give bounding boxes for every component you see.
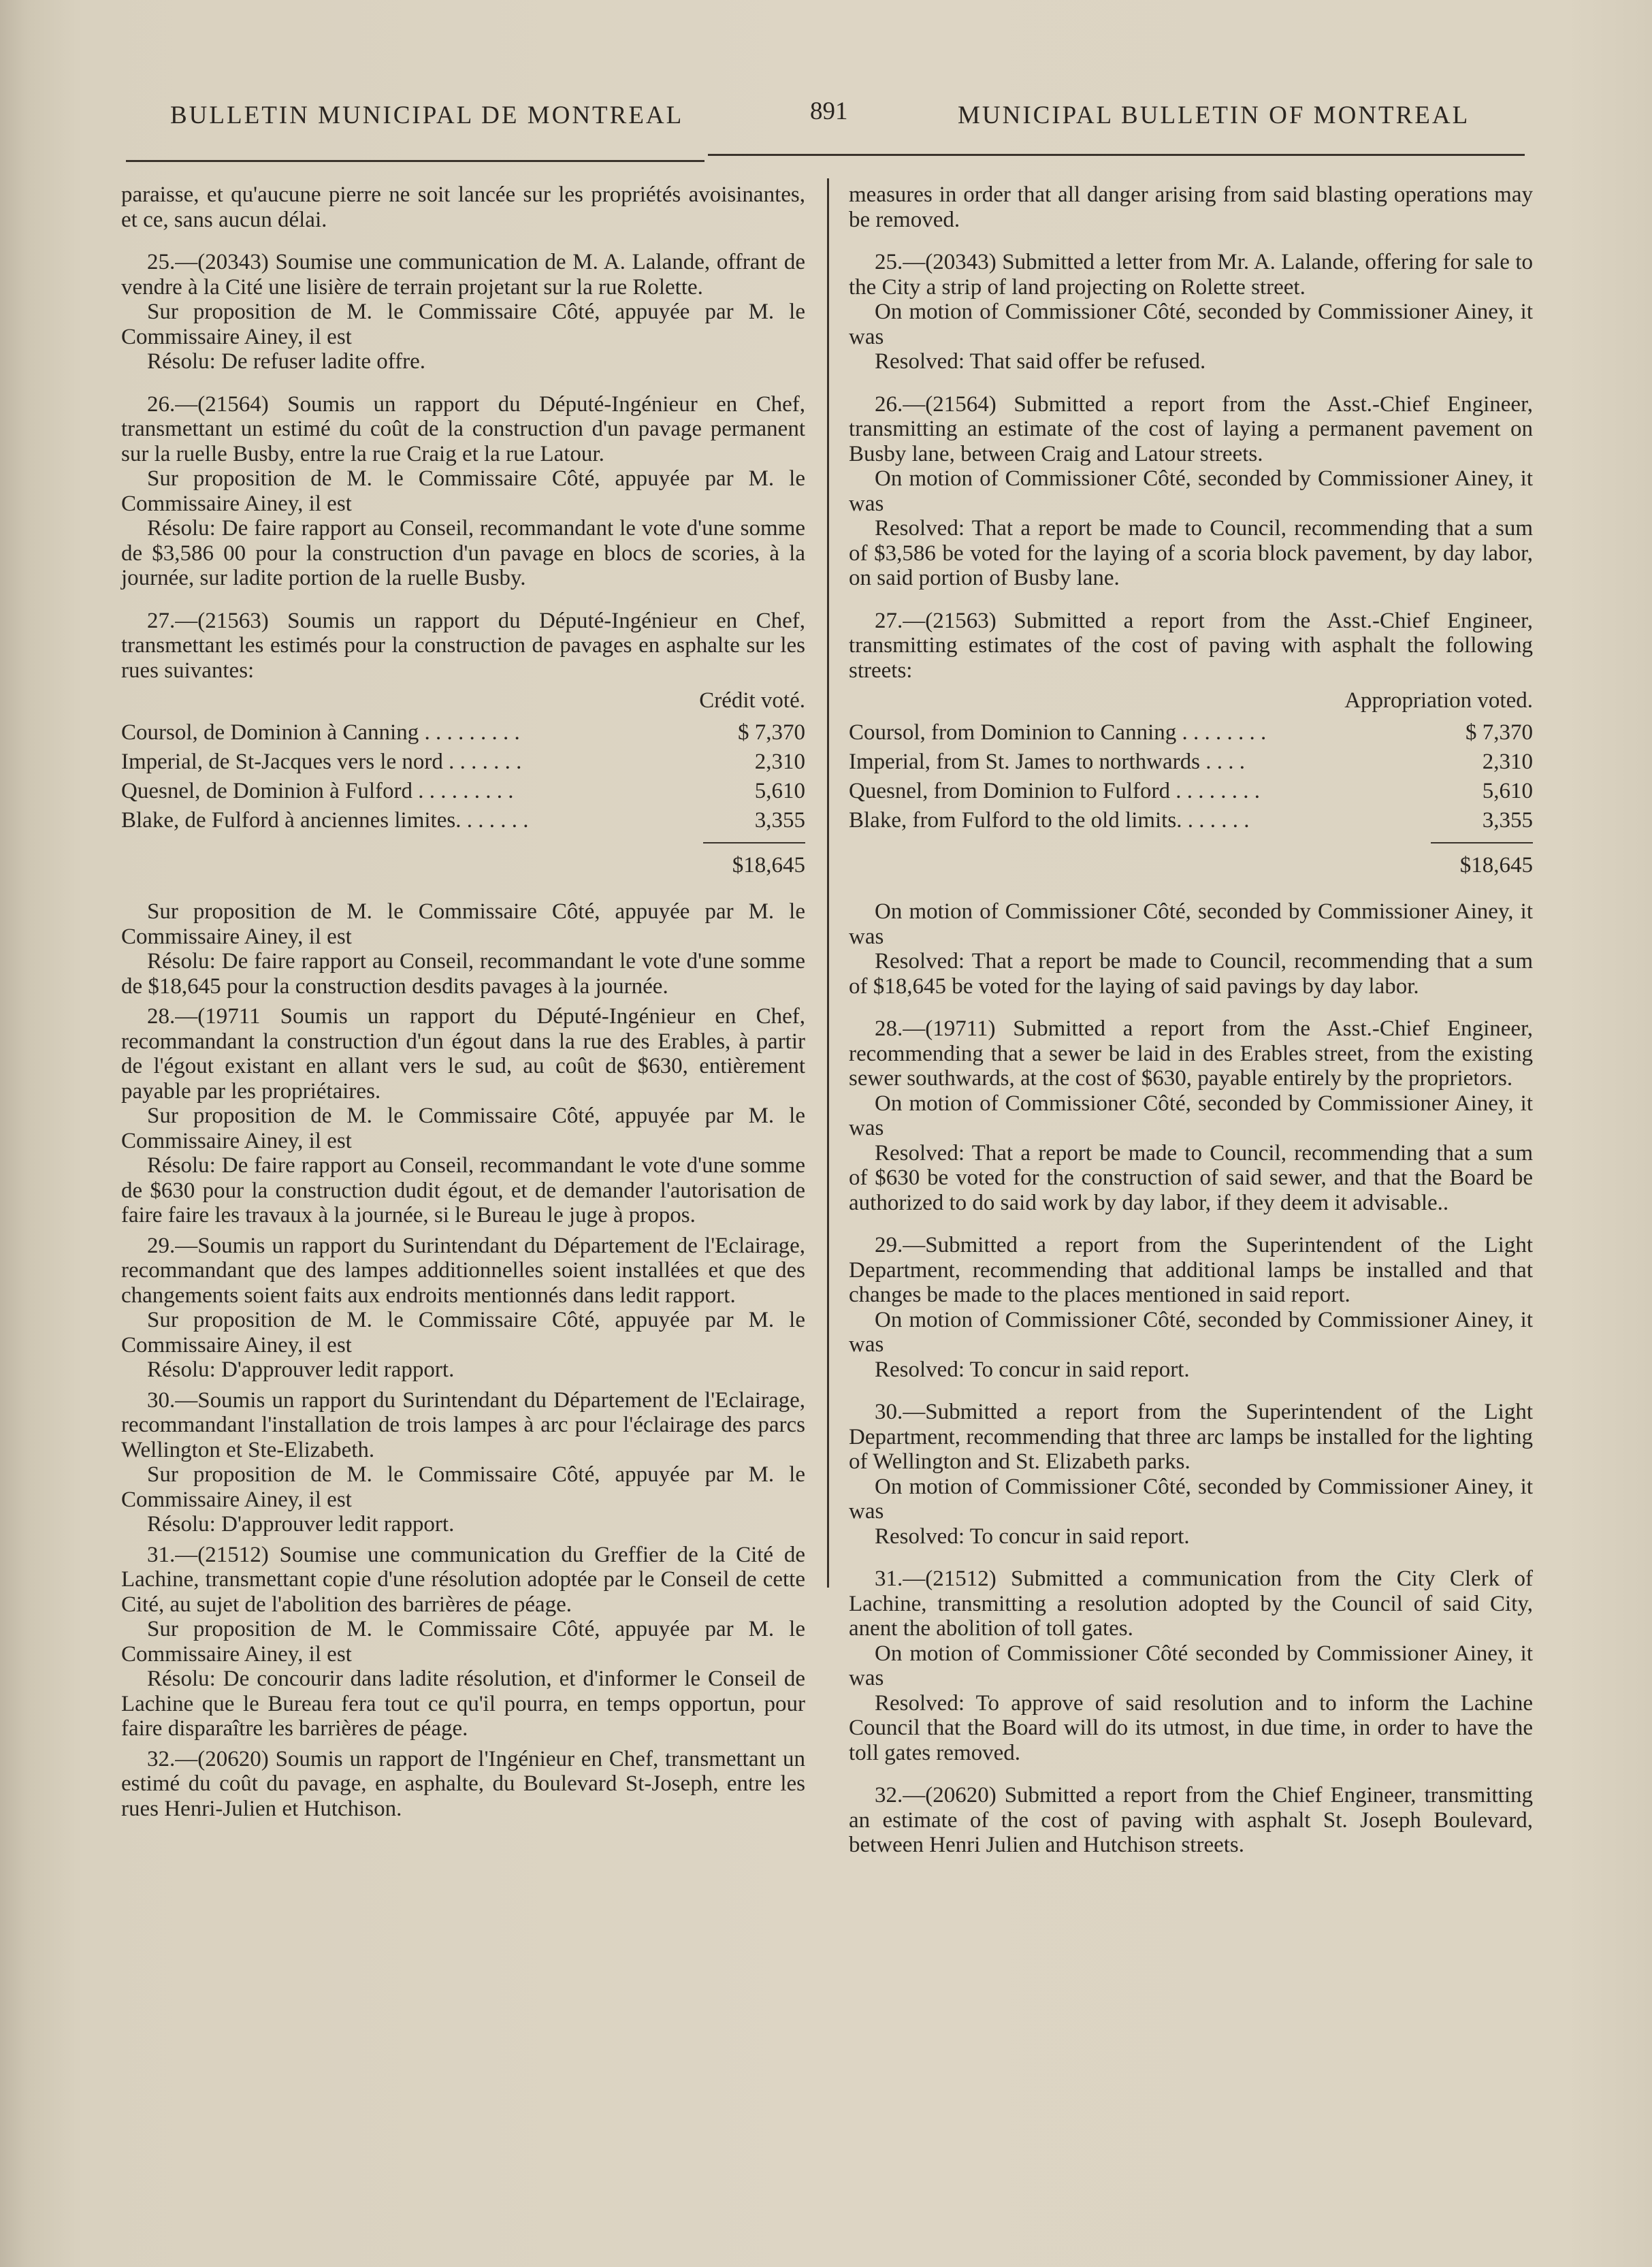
row-amount: 5,610 bbox=[1482, 779, 1533, 803]
item-31-resolution: Resolved: To approve of said resolution and to inform the Lachine Council that the Board will do its utmost, in due time, in order to have the toll gates removed. bbox=[849, 1690, 1533, 1765]
item-31-motion: Sur proposition de M. le Commissaire Côté, appuyée par M. le Commissaire Ainey, il est bbox=[121, 1617, 805, 1667]
row-amount: 2,310 bbox=[754, 750, 805, 774]
item-30-text: 30.—Soumis un rapport du Surintendant du Département de l'Eclairage, recommandant l'installation de trois lampes à arc pour l'éclairage des parcs Wellington et Ste-Elizabeth. bbox=[121, 1387, 805, 1462]
item-28-resolution: Resolved: That a report be made to Council, recommending that a sum of $630 be voted for the construction of said sewer, and that the Board be authorized to do said work by day labor, if they deem it advisable.. bbox=[849, 1140, 1533, 1215]
item-26-text: 26.—(21564) Soumis un rapport du Député-Ingénieur en Chef, transmettant un estimé du coût de la construction d'un pavage permanent sur la ruelle Busby, entre la rue Craig et la rue Latour. bbox=[121, 391, 805, 466]
appropriation-table bbox=[849, 718, 1533, 835]
paragraph: paraisse, et qu'aucune pierre ne soit lancée sur les propriétés avoisinantes, et ce, sans aucun délai. bbox=[121, 182, 805, 232]
row-label: Quesnel, from Dominion to Fulford . . . . . . . . bbox=[849, 779, 1261, 803]
table-row bbox=[849, 747, 1533, 777]
item-31-resolution: Résolu: De concourir dans ladite résolution, et d'informer le Conseil de Lachine que le Bureau fera tout ce qu'il pourra, en temps opportun, pour faire disparaître les barrières de péage. bbox=[121, 1667, 805, 1741]
item-31-text: 31.—(21512) Soumise une communication du Greffier de la Cité de Lachine, transmettant copie d'une résolution adoptée par le Conseil de cette Cité, au sujet de l'abolition des barrières de péage. bbox=[121, 1542, 805, 1617]
table-row bbox=[849, 718, 1533, 747]
table-total: $18,645 bbox=[1459, 853, 1533, 878]
table-row bbox=[121, 777, 805, 806]
item-25-text: 25.—(20343) Submitted a letter from Mr. A. Lalande, offering for sale to the City a strip of land projecting on Rolette street. bbox=[849, 250, 1533, 300]
item-28-text: 28.—(19711 Soumis un rapport du Député-Ingénieur en Chef, recommandant la construction d'un égout dans la rue des Erables, à partir de l'égout existant en allant vers le sud, au coût de $630, entièrement payable par les propriétaires. bbox=[121, 1004, 805, 1104]
appropriation-table bbox=[121, 718, 805, 835]
row-label: Imperial, de St-Jacques vers le nord . . . . . . . bbox=[121, 750, 522, 774]
item-27-motion: Sur proposition de M. le Commissaire Côté, appuyée par M. le Commissaire Ainey, il est bbox=[121, 899, 805, 949]
row-label: Coursol, de Dominion à Canning . . . . . . . . . bbox=[121, 720, 520, 745]
item-30-text: 30.—Submitted a report from the Superintendent of the Light Department, recommending that three arc lamps be installed for the lighting of Wellington and St. Elizabeth parks. bbox=[849, 1400, 1533, 1474]
table-row bbox=[121, 718, 805, 747]
table-row bbox=[849, 806, 1533, 835]
row-amount: $ 7,370 bbox=[1465, 720, 1533, 745]
row-label: Coursol, from Dominion to Canning . . . . . . . . bbox=[849, 720, 1267, 745]
item-27-text: 27.—(21563) Submitted a report from the Asst.-Chief Engineer, transmitting estimates of the cost of paving with asphalt the following streets: bbox=[849, 608, 1533, 683]
sum-rule bbox=[1431, 842, 1533, 843]
item-29-text: 29.—Soumis un rapport du Surintendant du Département de l'Eclairage, recommandant que des lampes additionnelles soient installées et que des changements soient faits aux endroits mentionnés dans ledit rapport. bbox=[121, 1233, 805, 1308]
item-27-text: 27.—(21563) Soumis un rapport du Député-Ingénieur en Chef, transmettant les estimés pour la construction de pavages en asphalte sur les rues suivantes: bbox=[121, 608, 805, 683]
row-amount: 3,355 bbox=[754, 808, 805, 833]
item-31-text: 31.—(21512) Submitted a communication from the City Clerk of Lachine, transmitting a resolution adopted by the Council of said City, anent the abolition of toll gates. bbox=[849, 1566, 1533, 1641]
item-28-text: 28.—(19711) Submitted a report from the Asst.-Chief Engineer, recommending that a sewer be laid in des Erables street, from the existing sewer southwards, at the cost of $630, payable entirely by the proprietors. bbox=[849, 1016, 1533, 1091]
item-29-motion: Sur proposition de M. le Commissaire Côté, appuyée par M. le Commissaire Ainey, il est bbox=[121, 1308, 805, 1357]
item-30-resolution: Resolved: To concur in said report. bbox=[875, 1524, 1190, 1549]
item-29-motion: On motion of Commissioner Côté, seconded by Commissioner Ainey, it was bbox=[849, 1307, 1533, 1357]
header-title-english: MUNICIPAL BULLETIN OF MONTREAL bbox=[958, 101, 1470, 129]
row-amount: 5,610 bbox=[754, 779, 805, 803]
item-30-resolution: Résolu: D'approuver ledit rapport. bbox=[147, 1512, 455, 1537]
table-row bbox=[121, 747, 805, 777]
item-29-text: 29.—Submitted a report from the Superintendent of the Light Department, recommending that additional lamps be installed and that changes be made to the places mentioned in said report. bbox=[849, 1233, 1533, 1307]
row-amount: 3,355 bbox=[1482, 808, 1533, 833]
item-30-motion: Sur proposition de M. le Commissaire Côté, appuyée par M. le Commissaire Ainey, il est bbox=[121, 1462, 805, 1512]
row-label: Blake, from Fulford to the old limits. . . . . . . bbox=[849, 808, 1250, 833]
row-label: Quesnel, de Dominion à Fulford . . . . . . . . . bbox=[121, 779, 514, 803]
item-32-text: 32.—(20620) Soumis un rapport de l'Ingénieur en Chef, transmettant un estimé du coût du pavage, en asphalte, du Boulevard St-Joseph, entre les rues Henri-Julien et Hutchison. bbox=[121, 1746, 805, 1821]
header-rule-left bbox=[126, 160, 704, 162]
row-label: Imperial, from St. James to northwards . . . . bbox=[849, 750, 1245, 774]
item-32-text: 32.—(20620) Submitted a report from the Chief Engineer, transmitting an estimate of the cost of paving with asphalt St. Joseph Boulevard, between Henri Julien and Hutchison streets. bbox=[849, 1783, 1533, 1857]
item-26-text: 26.—(21564) Submitted a report from the Asst.-Chief Engineer, transmitting an estimate of the cost of laying a permanent pavement on Busby lane, between Craig and Latour streets. bbox=[849, 391, 1533, 466]
page-header bbox=[0, 97, 1652, 142]
item-28-resolution: Résolu: De faire rapport au Conseil, recommandant le vote d'une somme de $630 pour la construction dudit égout, et de demander l'autorisation de faire faire les travaux à la journée, si le Bureau le juge à propos. bbox=[121, 1153, 805, 1227]
item-28-motion: On motion of Commissioner Côté, seconded by Commissioner Ainey, it was bbox=[849, 1091, 1533, 1140]
item-26-motion: On motion of Commissioner Côté, seconded by Commissioner Ainey, it was bbox=[849, 466, 1533, 516]
table-total: $18,645 bbox=[732, 853, 805, 878]
english-column bbox=[849, 182, 1533, 1858]
french-column bbox=[121, 182, 805, 1821]
header-title-french: BULLETIN MUNICIPAL DE MONTREAL bbox=[170, 101, 684, 129]
item-25-resolution: Resolved: That said offer be refused. bbox=[875, 349, 1206, 374]
item-30-motion: On motion of Commissioner Côté, seconded by Commissioner Ainey, it was bbox=[849, 1474, 1533, 1524]
row-amount: $ 7,370 bbox=[738, 720, 805, 745]
table-heading: Appropriation voted. bbox=[1344, 688, 1533, 713]
item-26-resolution: Resolved: That a report be made to Council, recommending that a sum of $3,586 be voted for the laying of a scoria block pavement, by day labor, on said portion of Busby lane. bbox=[849, 516, 1533, 590]
item-25-motion: Sur proposition de M. le Commissaire Côté, appuyée par M. le Commissaire Ainey, il est bbox=[121, 300, 805, 349]
table-row bbox=[849, 777, 1533, 806]
column-divider bbox=[827, 178, 829, 1588]
table-heading: Crédit voté. bbox=[699, 688, 805, 713]
paragraph: measures in order that all danger arising from said blasting operations may be removed. bbox=[849, 182, 1533, 232]
item-27-motion: On motion of Commissioner Côté, seconded by Commissioner Ainey, it was bbox=[849, 899, 1533, 949]
item-25-resolution: Résolu: De refuser ladite offre. bbox=[147, 349, 425, 374]
item-29-resolution: Resolved: To concur in said report. bbox=[875, 1357, 1190, 1382]
table-row bbox=[121, 806, 805, 835]
sum-rule bbox=[703, 842, 805, 843]
row-label: Blake, de Fulford à anciennes limites. . . . . . . bbox=[121, 808, 529, 833]
item-26-resolution: Résolu: De faire rapport au Conseil, recommandant le vote d'une somme de $3,586 00 pour la construction d'un pavage en blocs de scories, à la journée, sur ladite portion de la ruelle Busby. bbox=[121, 516, 805, 590]
row-amount: 2,310 bbox=[1482, 750, 1533, 774]
item-25-text: 25.—(20343) Soumise une communication de M. A. Lalande, offrant de vendre à la Cité une lisière de terrain projetant sur la rue Rolette. bbox=[121, 250, 805, 300]
header-rule-right bbox=[708, 154, 1525, 156]
page-number: 891 bbox=[810, 97, 848, 125]
item-26-motion: Sur proposition de M. le Commissaire Côté, appuyée par M. le Commissaire Ainey, il est bbox=[121, 466, 805, 516]
item-25-motion: On motion of Commissioner Côté, seconded by Commissioner Ainey, it was bbox=[849, 300, 1533, 349]
item-29-resolution: Résolu: D'approuver ledit rapport. bbox=[147, 1357, 455, 1382]
item-27-resolution: Résolu: De faire rapport au Conseil, recommandant le vote d'une somme de $18,645 pour la construction desdits pavages à la journée. bbox=[121, 949, 805, 999]
item-31-motion: On motion of Commissioner Côté seconded by Commissioner Ainey, it was bbox=[849, 1641, 1533, 1690]
item-27-resolution: Resolved: That a report be made to Council, recommending that a sum of $18,645 be voted for the laying of said pavings by day labor. bbox=[849, 949, 1533, 999]
item-28-motion: Sur proposition de M. le Commissaire Côté, appuyée par M. le Commissaire Ainey, il est bbox=[121, 1104, 805, 1153]
